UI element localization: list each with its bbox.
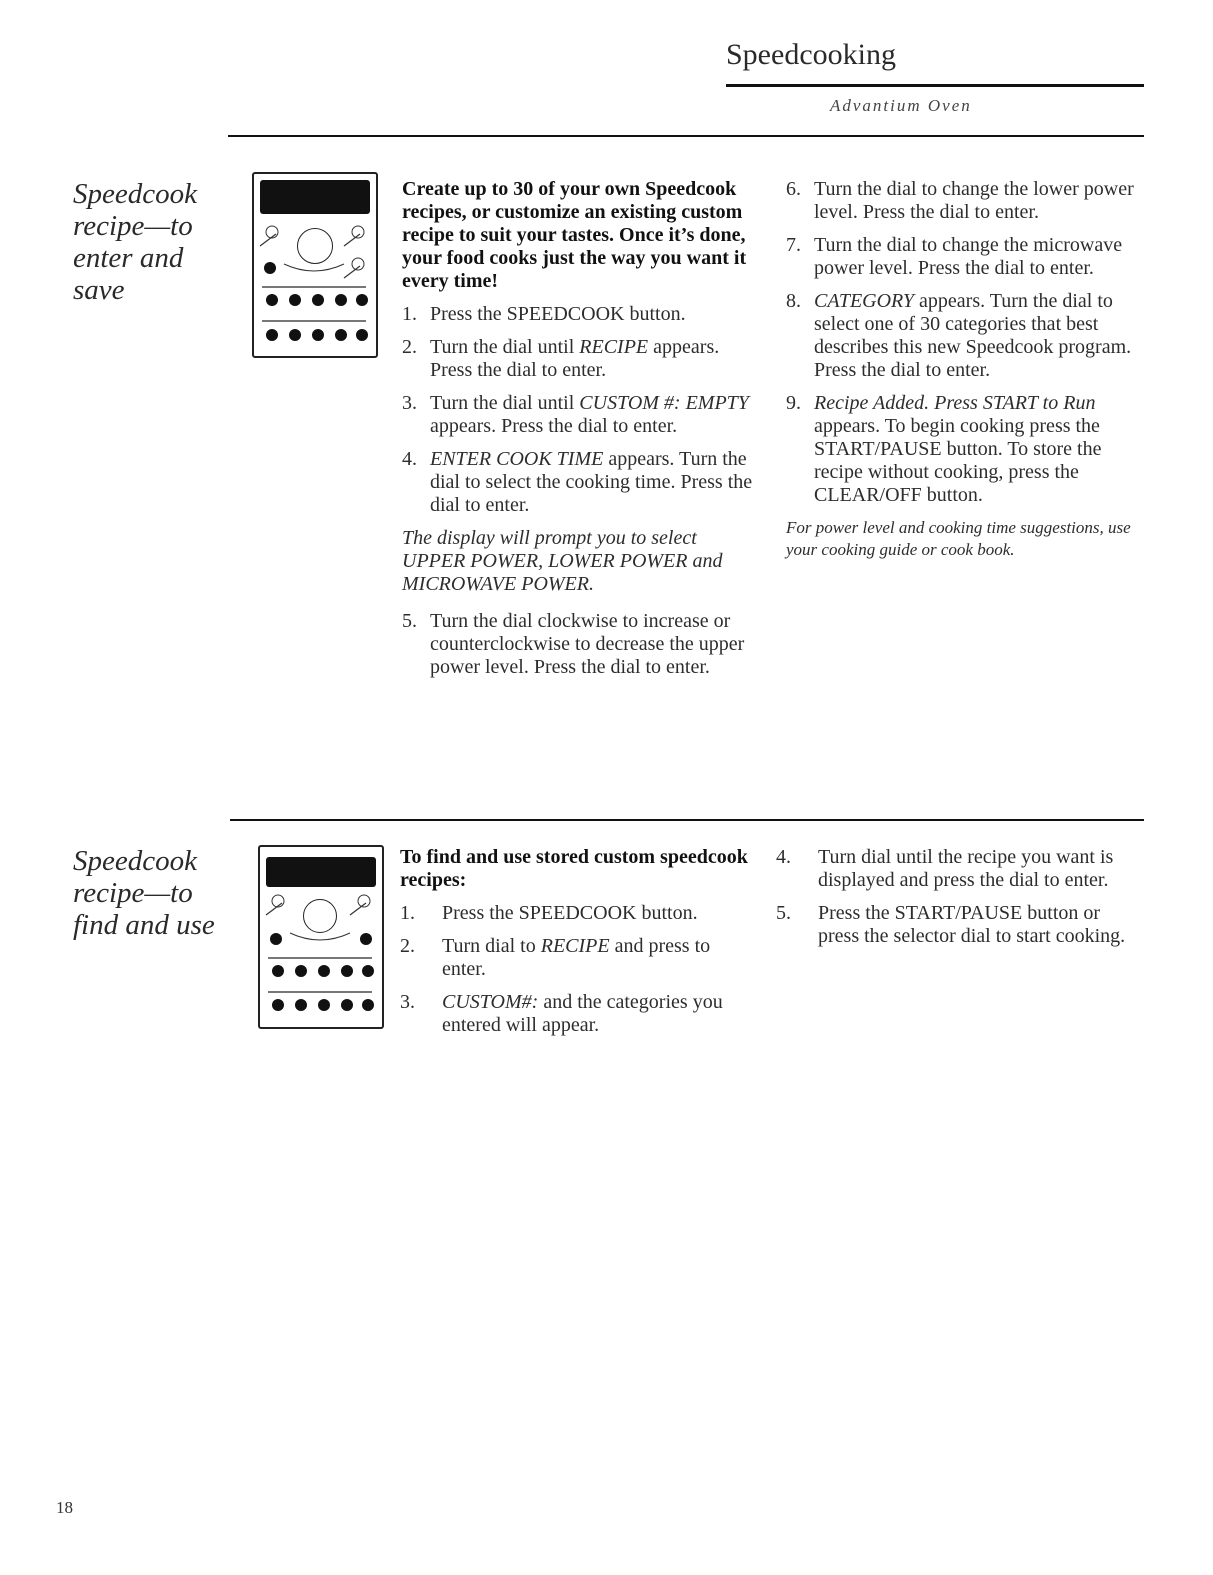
panel-button-icon [362, 999, 374, 1011]
panel-button-icon [264, 262, 276, 274]
panel-button-icon [356, 294, 368, 306]
panel-button-icon [289, 294, 301, 306]
step-text: CATEGORY appears. Turn the dial to select one of 30 categories that best describes this new Speedcook program. Press the dial to enter. [814, 290, 1132, 381]
step-text: Turn dial to RECIPE and press to enter. [442, 935, 711, 980]
step-number: 4. [776, 846, 791, 868]
step-item [402, 392, 762, 438]
panel-button-icon [295, 999, 307, 1011]
step-number: 7. [786, 234, 801, 256]
step-number: 9. [786, 392, 801, 414]
step-text: Turn the dial to change the lower power level. Press the dial to enter. [814, 178, 1134, 223]
step-item [400, 991, 752, 1037]
step-item [786, 392, 1146, 507]
section-divider-middle [230, 819, 1144, 821]
section-title-line: Speedcook [73, 178, 197, 210]
step-item [776, 902, 1126, 948]
intro-paragraph: To find and use stored custom speedcook recipes: [400, 846, 748, 891]
step-number: 5. [402, 610, 417, 632]
step-number: 3. [402, 392, 417, 414]
step-number: 1. [402, 303, 417, 325]
step-number: 4. [402, 448, 417, 470]
section-title-find-use [73, 845, 215, 941]
step-text: Turn the dial clockwise to increase or counterclockwise to decrease the upper power level. Press the dial to enter. [430, 610, 745, 678]
header-rule [726, 84, 1144, 87]
step-item [786, 290, 1146, 382]
section-title-enter-save [73, 178, 197, 306]
panel-button-icon [270, 933, 282, 945]
step-item [402, 303, 762, 326]
step-text: Press the SPEEDCOOK button. [442, 902, 698, 924]
panel-button-icon [312, 294, 324, 306]
step-number: 2. [402, 336, 417, 358]
step-text: Press the START/PAUSE button or press the selector dial to start cooking. [818, 902, 1126, 947]
label-line [262, 286, 366, 288]
step-item [786, 234, 1146, 280]
section-title-line: recipe—to [73, 210, 193, 242]
section-title-line: Speedcook [73, 845, 197, 877]
step-text: Turn the dial until CUSTOM #: EMPTY appears. Press the dial to enter. [430, 392, 749, 437]
panel-button-icon [318, 965, 330, 977]
panel-button-icon [312, 329, 324, 341]
step-item [402, 448, 762, 517]
step-text: Turn dial until the recipe you want is displayed and press the dial to enter. [818, 846, 1114, 891]
step-item [402, 610, 762, 679]
step-text: ENTER COOK TIME appears. Turn the dial to select the cooking time. Press the dial to enter. [430, 448, 753, 516]
panel-button-icon [266, 329, 278, 341]
section-title-line: recipe—to [73, 877, 193, 909]
step-number: 2. [400, 935, 415, 957]
page-number: 18 [56, 1498, 73, 1517]
find-use-column-1 [400, 846, 752, 1047]
panel-button-icon [266, 294, 278, 306]
section-title-line: save [73, 274, 125, 306]
panel-button-icon [335, 329, 347, 341]
step-number: 6. [786, 178, 801, 200]
page-header-subtitle: Advantium Oven [830, 96, 972, 115]
step-item [776, 846, 1126, 892]
label-line [262, 320, 366, 322]
panel-button-icon [289, 329, 301, 341]
step-item [402, 336, 762, 382]
step-text: Recipe Added. Press START to Run appears. To begin cooking press the START/PAUSE button. To store the recipe without cooking, press the CLEAR/OFF button. [814, 392, 1102, 506]
step-item [400, 935, 752, 981]
panel-button-icon [318, 999, 330, 1011]
intro-paragraph: Create up to 30 of your own Speedcook recipes, or customize an existing custom recipe to suit your tastes. Once it’s done, your food cooks just the way you want it every time! [402, 178, 747, 292]
step-number: 5. [776, 902, 791, 924]
section-title-line: find and use [73, 909, 215, 941]
panel-button-icon [272, 965, 284, 977]
instructions-column-1 [402, 178, 762, 689]
find-use-column-2 [776, 846, 1126, 958]
display-prompt-note: The display will prompt you to select UPPER POWER, LOWER POWER and MICROWAVE POWER. [402, 527, 723, 595]
step-number: 3. [400, 991, 415, 1013]
step-item [400, 902, 752, 925]
label-line [268, 957, 372, 959]
step-text: Press the SPEEDCOOK button. [430, 303, 686, 325]
step-text: Turn the dial until RECIPE appears. Press the dial to enter. [430, 336, 720, 381]
panel-button-icon [356, 329, 368, 341]
panel-button-icon [272, 999, 284, 1011]
step-text: CUSTOM#: and the categories you entered will appear. [442, 991, 723, 1036]
section-title-line: enter and [73, 242, 184, 274]
panel-button-icon [335, 294, 347, 306]
panel-button-icon [341, 965, 353, 977]
step-text: Turn the dial to change the microwave power level. Press the dial to enter. [814, 234, 1123, 279]
step-item [786, 178, 1146, 224]
panel-button-icon [362, 965, 374, 977]
page-header-title: Speedcooking [726, 38, 896, 71]
step-number: 1. [400, 902, 415, 924]
step-number: 8. [786, 290, 801, 312]
control-panel-illustration [258, 845, 384, 1029]
panel-button-icon [295, 965, 307, 977]
instructions-column-2 [786, 178, 1146, 575]
panel-button-icon [341, 999, 353, 1011]
control-panel-illustration [252, 172, 378, 358]
section-divider-top [228, 135, 1144, 137]
label-line [268, 991, 372, 993]
panel-button-icon [360, 933, 372, 945]
cooking-guide-note: For power level and cooking time suggestions, use your cooking guide or cook book. [786, 518, 1131, 559]
